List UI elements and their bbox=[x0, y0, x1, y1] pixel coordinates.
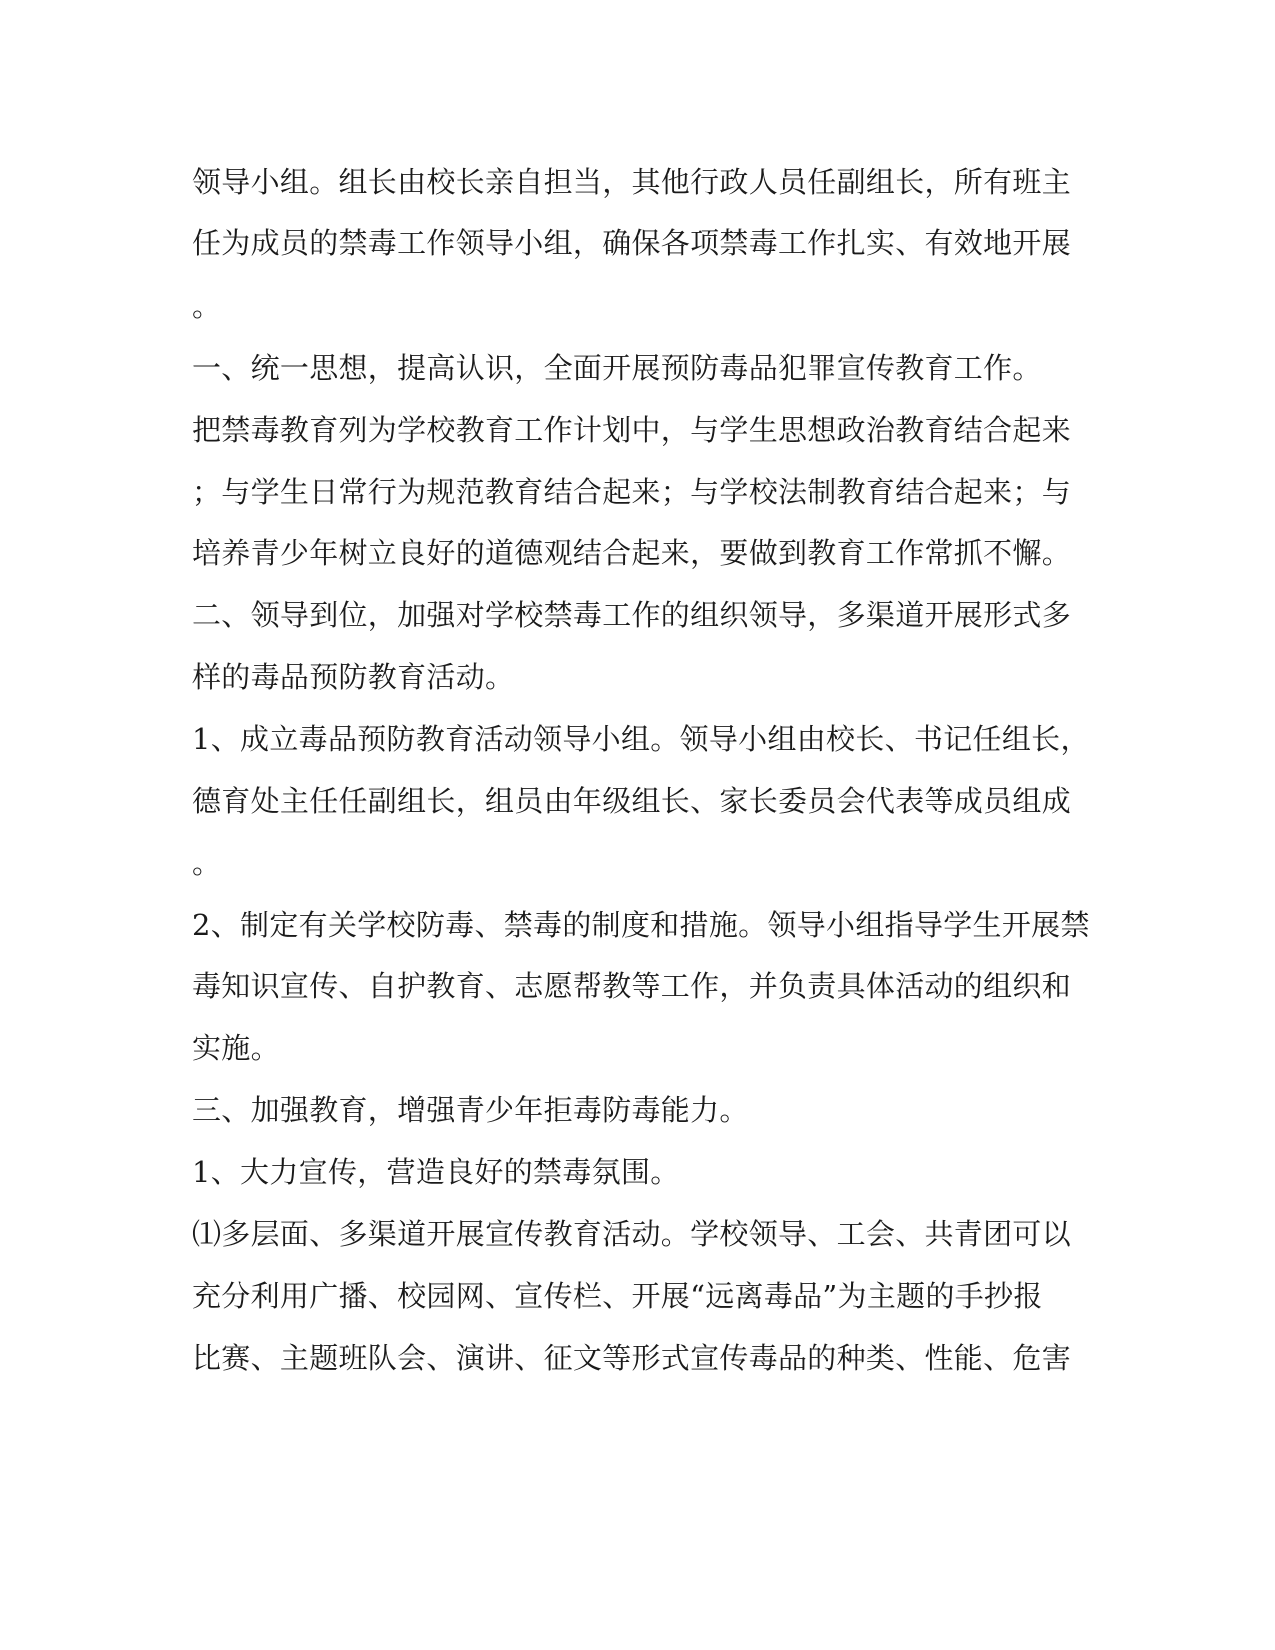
text-line: 。 bbox=[192, 289, 222, 323]
text-line: 把禁毒教育列为学校教育工作计划中，与学生思想政治教育结合起来 bbox=[192, 413, 1072, 447]
section-heading: 三、加强教育，增强青少年拒毒防毒能力。 bbox=[192, 1093, 749, 1127]
text-line: ；与学生日常行为规范教育结合起来；与学校法制教育结合起来；与 bbox=[192, 475, 1072, 509]
list-item: 2、制定有关学校防毒、禁毒的制度和措施。领导小组指导学生开展禁 bbox=[192, 908, 1090, 942]
section-heading: 一、统一思想，提高认识，全面开展预防毒品犯罪宣传教育工作。 bbox=[192, 351, 1042, 385]
text-line: 。 bbox=[192, 846, 222, 880]
text-line: 比赛、主题班队会、演讲、征文等形式宣传毒品的种类、性能、危害 bbox=[192, 1341, 1072, 1375]
text-line: 实施。 bbox=[192, 1031, 280, 1065]
text-line: 任为成员的禁毒工作领导小组，确保各项禁毒工作扎实、有效地开展 bbox=[192, 226, 1072, 260]
text-line: 样的毒品预防教育活动。 bbox=[192, 660, 515, 694]
list-item: 1、大力宣传，营造良好的禁毒氛围。 bbox=[192, 1155, 680, 1189]
text-line: 德育处主任任副组长，组员由年级组长、家长委员会代表等成员组成 bbox=[192, 784, 1072, 818]
text-line: 毒知识宣传、自护教育、志愿帮教等工作，并负责具体活动的组织和 bbox=[192, 969, 1072, 1003]
text-line: 充分利用广播、校园网、宣传栏、开展“远离毒品”为主题的手抄报 bbox=[192, 1279, 1043, 1313]
list-item: 1、成立毒品预防教育活动领导小组。领导小组由校长、书记任组长， bbox=[192, 722, 1090, 756]
section-heading: 二、领导到位，加强对学校禁毒工作的组织领导，多渠道开展形式多 bbox=[192, 598, 1072, 632]
text-line: 培养青少年树立良好的道德观结合起来，要做到教育工作常抓不懈。 bbox=[192, 536, 1072, 570]
list-item: ⑴多层面、多渠道开展宣传教育活动。学校领导、工会、共青团可以 bbox=[192, 1217, 1072, 1251]
text-line: 领导小组。组长由校长亲自担当，其他行政人员任副组长，所有班主 bbox=[192, 165, 1072, 199]
